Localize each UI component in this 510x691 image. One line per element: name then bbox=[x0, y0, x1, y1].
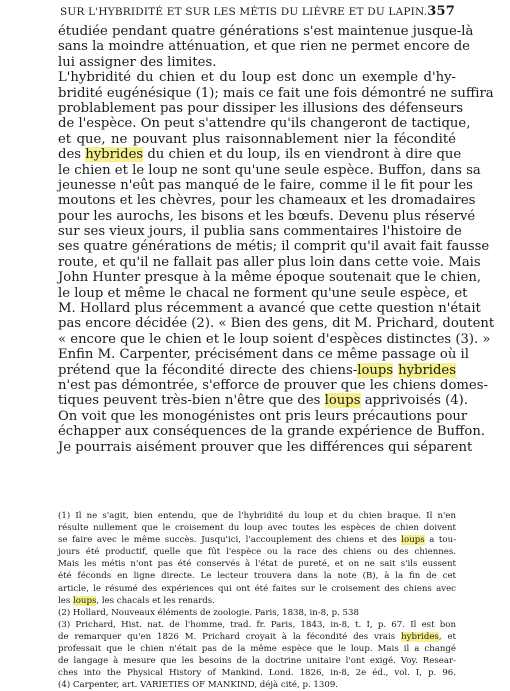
text-segment: les bbox=[58, 595, 73, 606]
body-line bbox=[58, 377, 488, 393]
text-segment: sans la moindre atténuation, et que rien ne permet encore de bbox=[58, 39, 470, 55]
text-segment: tiques peuvent très-bien n'être que des bbox=[58, 393, 325, 409]
footnote-line bbox=[58, 655, 456, 667]
body-line bbox=[58, 116, 471, 132]
text-segment: professait que le chien n'était pas de la même espèce que le loup. Mais il a changé bbox=[58, 644, 456, 655]
body-line bbox=[58, 208, 476, 224]
text-segment: jours été productif, quelle que fût l'espèce ou la race des chiens ou des chiennes. bbox=[58, 547, 456, 558]
text-segment: pour les aurochs, les bisons et les bœufs. Devenu plus réservé bbox=[58, 208, 476, 224]
body-line bbox=[58, 85, 494, 101]
body-line bbox=[58, 224, 462, 240]
text-segment: (1) Il ne s'agit, bien entendu, que de l'hybridité du loup et du chien braque. Il n'en bbox=[58, 511, 456, 521]
text-segment: Je pourrais aisément prouver que les différences qui séparent bbox=[58, 439, 473, 455]
body-line bbox=[58, 439, 473, 455]
text-segment: problablement pas pour dissiper les illusions des défenseurs bbox=[58, 100, 464, 116]
highlighted-word: loups bbox=[72, 595, 97, 606]
body-line bbox=[58, 393, 468, 409]
highlighted-word: hybrides bbox=[401, 631, 439, 642]
text-segment: L'hybridité du chien et du loup est donc un exemple d'hy- bbox=[58, 70, 456, 86]
running-header bbox=[60, 4, 455, 19]
text-segment: John Hunter presque à la même époque soutenait que le chien, bbox=[58, 270, 482, 286]
text-segment: lui assigner des limites. bbox=[58, 54, 217, 70]
body-line bbox=[58, 70, 456, 85]
body-line bbox=[58, 177, 473, 193]
text-segment: jeunesse n'eût pas manqué de le faire, comme il le fit pour les bbox=[58, 177, 473, 193]
page-number: 357 bbox=[427, 4, 455, 19]
body-line bbox=[58, 316, 495, 332]
running-title: SUR L'HYBRIDITÉ ET SUR LES MÉTIS DU LIÈVRE ET DU LAPIN. bbox=[60, 6, 428, 18]
body-line bbox=[58, 254, 481, 270]
text-segment: étudiée pendant quatre générations s'est maintenue jusque-là bbox=[58, 24, 474, 39]
text-segment: de remarquer qu'en 1826 M. Prichard croyait à la fécondité des vrais bbox=[58, 631, 402, 642]
text-segment: été féconds en ligne directe. Le lecteur trouvera dans la note (B), à la fin de cet bbox=[58, 571, 456, 582]
body-line bbox=[58, 24, 474, 39]
text-segment: n'est pas démontrée, s'efforce de prouver que les chiens domes- bbox=[58, 377, 488, 393]
body-line bbox=[58, 363, 456, 378]
text-segment: des bbox=[58, 147, 86, 163]
text-segment: sur ses vieux jours, il publia sans commentaires l'histoire de bbox=[58, 224, 462, 240]
footnote-line bbox=[58, 534, 456, 546]
highlighted-word: loups bbox=[357, 362, 394, 378]
text-segment: On voit que les monogénistes ont pris leurs précautions pour bbox=[58, 408, 468, 424]
text-segment: prétend que la fécondité directe des chiens- bbox=[58, 362, 358, 378]
text-segment: , et bbox=[438, 631, 456, 642]
body-line bbox=[58, 100, 464, 116]
footnotes bbox=[58, 510, 456, 691]
text-segment: et que, ne pouvant plus raisonnablement nier la fécondité bbox=[58, 131, 456, 147]
text-segment: article, le résumé des expériences qui ont été faites sur le croisement des chiens avec bbox=[58, 583, 456, 594]
text-segment: M. Hollard plus récemment a avancé que cette question n'était bbox=[58, 301, 481, 317]
body-line bbox=[58, 301, 481, 317]
highlighted-word: loups bbox=[401, 535, 425, 546]
body-line bbox=[58, 347, 469, 363]
body-line bbox=[58, 147, 462, 163]
body-line bbox=[58, 331, 491, 347]
text-segment: résulte nullement que le croisement du loup avec toutes les espèces de chien doivent bbox=[58, 523, 456, 534]
highlighted-word: hybrides bbox=[85, 147, 144, 163]
footnote-line bbox=[58, 595, 456, 607]
footnote-line bbox=[58, 558, 456, 570]
highlighted-word: loups bbox=[324, 393, 361, 409]
body-line bbox=[58, 193, 476, 209]
text-segment: de langage à mesure que les besoins de la doctrine unitaire l'ont exigé. Voy. Resear- bbox=[58, 656, 456, 667]
footnote-line bbox=[58, 643, 456, 655]
text-segment: ches into the Physical History of Mankind. Lond. 1826, in-8, 2e éd., vol. I, p. 96. bbox=[58, 668, 456, 679]
text-segment: (3) Prichard, Hist. nat. de l'homme, trad. fr. Paris, 1843, in-8, t. I, p. 67. Il est bon bbox=[58, 619, 456, 630]
body-line bbox=[58, 285, 468, 301]
footnote-line bbox=[58, 570, 456, 582]
body-line bbox=[58, 39, 470, 55]
text-segment: échapper aux conséquences de la grande expérience de Buffon. bbox=[58, 424, 486, 440]
highlighted-word: hybrides bbox=[398, 362, 456, 378]
text-segment: a tou- bbox=[424, 535, 457, 546]
body-line bbox=[58, 424, 486, 440]
text-segment: (4) Carpenter, art. VARIETIES OF MANKIND, déjà cité, p. 1309. bbox=[58, 680, 339, 691]
footnote-line bbox=[58, 546, 456, 558]
text-segment: Enfin M. Carpenter, précisément dans ce même passage où il bbox=[58, 347, 469, 363]
text-segment: pas encore décidée (2). « Bien des gens, dit M. Prichard, doutent bbox=[58, 316, 495, 332]
text-segment: le loup et même le chacal ne forment qu'une seule espèce, et bbox=[58, 285, 468, 301]
main-text bbox=[58, 24, 495, 455]
body-line bbox=[58, 239, 490, 255]
text-segment: route, et qu'il ne fallait pas aller plus loin dans cette voie. Mais bbox=[58, 254, 481, 270]
text-segment: moutons et les chèvres, pour les chameaux et les dromadaires bbox=[58, 193, 476, 209]
text-segment: apprivoisés (4). bbox=[360, 393, 468, 409]
footnote-line bbox=[58, 679, 456, 691]
footnote-line bbox=[58, 631, 456, 643]
text-segment: « encore que le chien et le loup soient d'espèces distinctes (3). » bbox=[58, 331, 491, 347]
text-segment: , les chacals et les renards. bbox=[96, 595, 215, 606]
footnote-line bbox=[58, 522, 456, 534]
text-segment: ses quatre générations de métis; il comprit qu'il avait fait fausse bbox=[58, 239, 490, 255]
footnote-line bbox=[58, 583, 456, 595]
body-line bbox=[58, 270, 482, 286]
text-segment: de l'espèce. On peut s'attendre qu'ils changeront de tactique, bbox=[58, 116, 471, 132]
body-line bbox=[58, 55, 456, 70]
text-segment: Mais les métis n'ont pas été conservés à l'état de pureté, et on ne sait s'ils eussent bbox=[58, 559, 456, 570]
footnote-line bbox=[58, 607, 456, 619]
text-segment: bridité eugénésique (1); mais ce fait une fois démontré ne suffira bbox=[58, 85, 494, 101]
footnote-line bbox=[58, 619, 456, 631]
text-segment: du chien et du loup, ils en viendront à dire que bbox=[143, 147, 462, 163]
body-line bbox=[58, 408, 468, 424]
footnote-line bbox=[58, 667, 456, 679]
footnote-line bbox=[58, 510, 456, 522]
text-segment: le chien et le loup ne sont qu'une seule espèce. Buffon, dans sa bbox=[58, 162, 481, 178]
text-segment: se faire avec le même succès. Jusqu'ici, l'accouplement des chiens et des bbox=[58, 535, 402, 546]
text-segment: (2) Hollard, Nouveaux éléments de zoologie. Paris, 1838, in-8, p. 538 bbox=[58, 607, 359, 618]
body-line bbox=[58, 132, 456, 147]
body-line bbox=[58, 162, 481, 178]
